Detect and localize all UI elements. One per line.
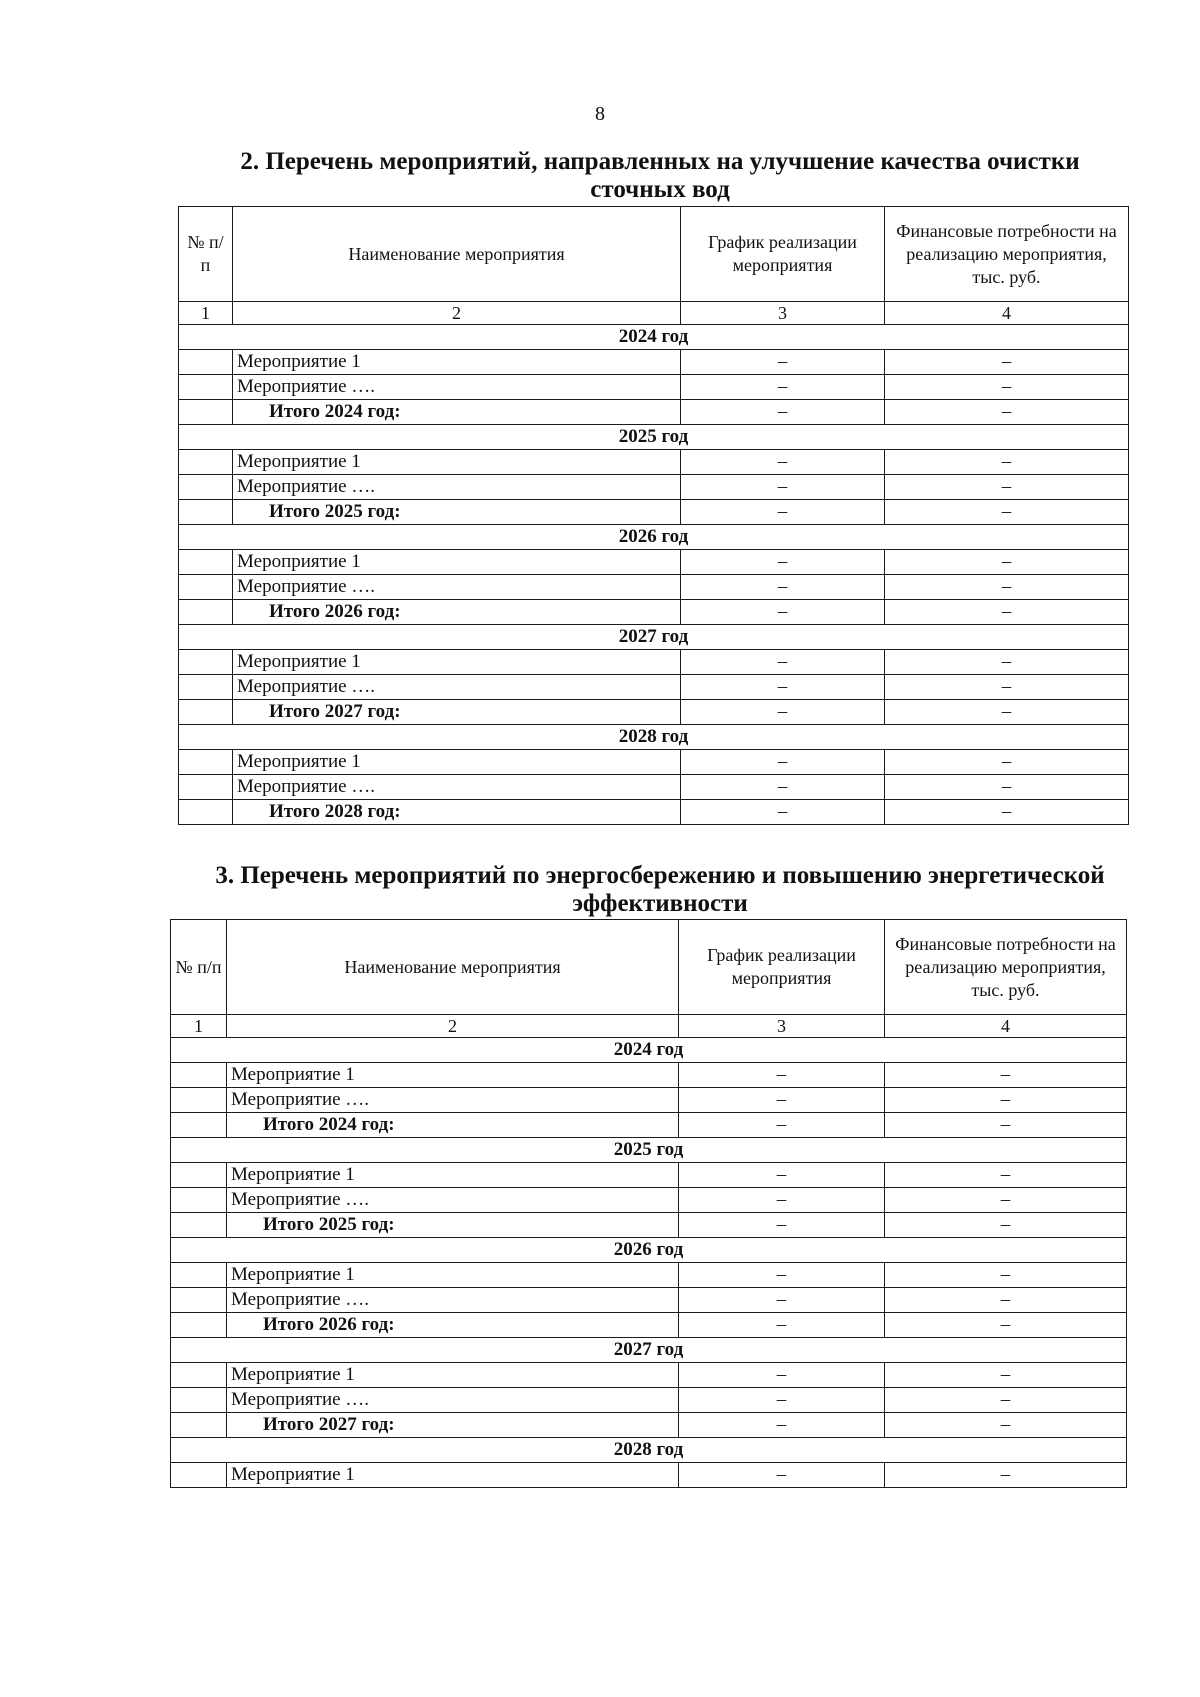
column-number: 3 <box>679 1015 885 1038</box>
finance-cell: – <box>885 450 1129 475</box>
year-label: 2028 год <box>171 1438 1127 1463</box>
schedule-cell: – <box>681 550 885 575</box>
schedule-cell: – <box>679 1088 885 1113</box>
finance-cell: – <box>885 1413 1127 1438</box>
schedule-cell: – <box>681 800 885 825</box>
schedule-cell: – <box>679 1163 885 1188</box>
finance-cell: – <box>885 400 1129 425</box>
table-row <box>179 575 1129 600</box>
measure-name: Мероприятие 1 <box>233 550 681 575</box>
finance-cell: – <box>885 575 1129 600</box>
row-number-cell <box>179 450 233 475</box>
measure-name: Мероприятие 1 <box>233 750 681 775</box>
schedule-cell: – <box>679 1463 885 1488</box>
page-number: 8 <box>595 103 605 125</box>
row-number-cell <box>179 575 233 600</box>
row-number-cell <box>171 1363 227 1388</box>
finance-cell: – <box>885 775 1129 800</box>
total-row <box>171 1113 1127 1138</box>
col-header-name: Наименование мероприятия <box>233 207 681 302</box>
measure-name: Мероприятие 1 <box>233 350 681 375</box>
year-label: 2027 год <box>179 625 1129 650</box>
row-number-cell <box>171 1113 227 1138</box>
finance-cell: – <box>885 1263 1127 1288</box>
row-number-cell <box>179 700 233 725</box>
row-number-cell <box>179 650 233 675</box>
finance-cell: – <box>885 750 1129 775</box>
finance-cell: – <box>885 500 1129 525</box>
finance-cell: – <box>885 1113 1127 1138</box>
schedule-cell: – <box>681 450 885 475</box>
schedule-cell: – <box>679 1288 885 1313</box>
table-row <box>179 750 1129 775</box>
column-number: 2 <box>227 1015 679 1038</box>
row-number-cell <box>171 1413 227 1438</box>
schedule-cell: – <box>681 350 885 375</box>
column-number-row <box>171 1015 1127 1038</box>
year-row <box>179 725 1129 750</box>
year-row <box>179 625 1129 650</box>
row-number-cell <box>171 1463 227 1488</box>
row-number-cell <box>179 750 233 775</box>
row-number-cell <box>179 675 233 700</box>
row-number-cell <box>171 1063 227 1088</box>
measure-name: Мероприятие …. <box>227 1288 679 1313</box>
schedule-cell: – <box>679 1263 885 1288</box>
total-row <box>171 1213 1127 1238</box>
column-number: 4 <box>885 1015 1127 1038</box>
schedule-cell: – <box>681 375 885 400</box>
measure-name: Мероприятие …. <box>233 475 681 500</box>
measure-name: Мероприятие …. <box>233 675 681 700</box>
table-row <box>179 675 1129 700</box>
table-row <box>171 1063 1127 1088</box>
total-label: Итого 2025 год: <box>227 1213 679 1238</box>
year-label: 2028 год <box>179 725 1129 750</box>
year-row <box>171 1338 1127 1363</box>
row-number-cell <box>171 1188 227 1213</box>
measure-name: Мероприятие 1 <box>233 450 681 475</box>
year-label: 2025 год <box>171 1138 1127 1163</box>
finance-cell: – <box>885 1213 1127 1238</box>
table-row <box>179 450 1129 475</box>
year-row <box>171 1438 1127 1463</box>
row-number-cell <box>171 1088 227 1113</box>
row-number-cell <box>179 475 233 500</box>
year-row <box>171 1038 1127 1063</box>
total-row <box>179 800 1129 825</box>
year-row <box>171 1238 1127 1263</box>
finance-cell: – <box>885 475 1129 500</box>
col-header-schedule: График реализации мероприятия <box>679 920 885 1015</box>
column-number: 1 <box>171 1015 227 1038</box>
schedule-cell: – <box>681 700 885 725</box>
table-row <box>179 375 1129 400</box>
year-row <box>179 325 1129 350</box>
finance-cell: – <box>885 1388 1127 1413</box>
column-number: 4 <box>885 302 1129 325</box>
finance-cell: – <box>885 350 1129 375</box>
finance-cell: – <box>885 700 1129 725</box>
total-label: Итого 2026 год: <box>233 600 681 625</box>
schedule-cell: – <box>679 1188 885 1213</box>
finance-cell: – <box>885 650 1129 675</box>
finance-cell: – <box>885 1063 1127 1088</box>
schedule-cell: – <box>681 675 885 700</box>
year-row <box>171 1138 1127 1163</box>
column-number: 3 <box>681 302 885 325</box>
col-header-number: № п/п <box>179 207 233 302</box>
energy-saving-measures-table <box>170 919 1127 1488</box>
finance-cell: – <box>885 1313 1127 1338</box>
row-number-cell <box>171 1388 227 1413</box>
row-number-cell <box>171 1213 227 1238</box>
table-row <box>171 1463 1127 1488</box>
year-label: 2027 год <box>171 1338 1127 1363</box>
total-label: Итого 2028 год: <box>233 800 681 825</box>
total-row <box>179 400 1129 425</box>
table-row <box>179 550 1129 575</box>
year-row <box>179 525 1129 550</box>
row-number-cell <box>179 550 233 575</box>
row-number-cell <box>171 1313 227 1338</box>
finance-cell: – <box>885 600 1129 625</box>
finance-cell: – <box>885 675 1129 700</box>
finance-cell: – <box>885 1363 1127 1388</box>
col-header-name: Наименование мероприятия <box>227 920 679 1015</box>
row-number-cell <box>171 1288 227 1313</box>
schedule-cell: – <box>679 1363 885 1388</box>
total-label: Итого 2027 год: <box>233 700 681 725</box>
table-row <box>179 475 1129 500</box>
row-number-cell <box>179 800 233 825</box>
row-number-cell <box>179 775 233 800</box>
year-row <box>179 425 1129 450</box>
finance-cell: – <box>885 1463 1127 1488</box>
col-header-finance: Финансовые потребности на реализацию мероприятия, тыс. руб. <box>885 920 1127 1015</box>
total-row <box>179 700 1129 725</box>
total-row <box>171 1313 1127 1338</box>
row-number-cell <box>179 500 233 525</box>
table-row <box>171 1088 1127 1113</box>
schedule-cell: – <box>679 1063 885 1088</box>
row-number-cell <box>171 1163 227 1188</box>
table-row <box>179 350 1129 375</box>
measure-name: Мероприятие …. <box>227 1088 679 1113</box>
measure-name: Мероприятие 1 <box>227 1163 679 1188</box>
total-label: Итого 2025 год: <box>233 500 681 525</box>
year-label: 2024 год <box>171 1038 1127 1063</box>
schedule-cell: – <box>681 650 885 675</box>
header-row <box>179 207 1129 302</box>
table-row <box>171 1288 1127 1313</box>
measure-name: Мероприятие …. <box>233 775 681 800</box>
measure-name: Мероприятие 1 <box>227 1463 679 1488</box>
column-number: 2 <box>233 302 681 325</box>
table-row <box>179 650 1129 675</box>
measure-name: Мероприятие 1 <box>227 1363 679 1388</box>
schedule-cell: – <box>681 775 885 800</box>
wastewater-measures-table <box>178 206 1129 825</box>
total-label: Итого 2026 год: <box>227 1313 679 1338</box>
table-row <box>171 1388 1127 1413</box>
measure-name: Мероприятие 1 <box>233 650 681 675</box>
section-title-energy-saving: 3. Перечень мероприятий по энергосбережению и повышению энергетической эффективности <box>215 862 1105 917</box>
year-label: 2026 год <box>179 525 1129 550</box>
schedule-cell: – <box>681 400 885 425</box>
finance-cell: – <box>885 1088 1127 1113</box>
schedule-cell: – <box>679 1413 885 1438</box>
total-label: Итого 2027 год: <box>227 1413 679 1438</box>
col-header-finance: Финансовые потребности на реализацию мероприятия, тыс. руб. <box>885 207 1129 302</box>
row-number-cell <box>179 375 233 400</box>
table-row <box>179 775 1129 800</box>
total-label: Итого 2024 год: <box>233 400 681 425</box>
row-number-cell <box>171 1263 227 1288</box>
table-row <box>171 1163 1127 1188</box>
finance-cell: – <box>885 550 1129 575</box>
schedule-cell: – <box>681 500 885 525</box>
finance-cell: – <box>885 1188 1127 1213</box>
total-row <box>171 1413 1127 1438</box>
col-header-schedule: График реализации мероприятия <box>681 207 885 302</box>
section-title-wastewater: 2. Перечень мероприятий, направленных на улучшение качества очистки сточных вод <box>240 148 1080 203</box>
total-label: Итого 2024 год: <box>227 1113 679 1138</box>
year-label: 2026 год <box>171 1238 1127 1263</box>
year-label: 2024 год <box>179 325 1129 350</box>
schedule-cell: – <box>681 750 885 775</box>
measure-name: Мероприятие …. <box>233 575 681 600</box>
row-number-cell <box>179 350 233 375</box>
table-row <box>171 1363 1127 1388</box>
schedule-cell: – <box>679 1313 885 1338</box>
total-row <box>179 600 1129 625</box>
schedule-cell: – <box>681 575 885 600</box>
total-row <box>179 500 1129 525</box>
column-number: 1 <box>179 302 233 325</box>
schedule-cell: – <box>679 1388 885 1413</box>
table-row <box>171 1263 1127 1288</box>
measure-name: Мероприятие 1 <box>227 1063 679 1088</box>
row-number-cell <box>179 400 233 425</box>
measure-name: Мероприятие …. <box>227 1388 679 1413</box>
measure-name: Мероприятие 1 <box>227 1263 679 1288</box>
finance-cell: – <box>885 1163 1127 1188</box>
finance-cell: – <box>885 800 1129 825</box>
schedule-cell: – <box>681 600 885 625</box>
col-header-number: № п/п <box>171 920 227 1015</box>
measure-name: Мероприятие …. <box>227 1188 679 1213</box>
year-label: 2025 год <box>179 425 1129 450</box>
measure-name: Мероприятие …. <box>233 375 681 400</box>
finance-cell: – <box>885 375 1129 400</box>
column-number-row <box>179 302 1129 325</box>
header-row <box>171 920 1127 1015</box>
table-row <box>171 1188 1127 1213</box>
row-number-cell <box>179 600 233 625</box>
schedule-cell: – <box>679 1213 885 1238</box>
schedule-cell: – <box>679 1113 885 1138</box>
schedule-cell: – <box>681 475 885 500</box>
finance-cell: – <box>885 1288 1127 1313</box>
